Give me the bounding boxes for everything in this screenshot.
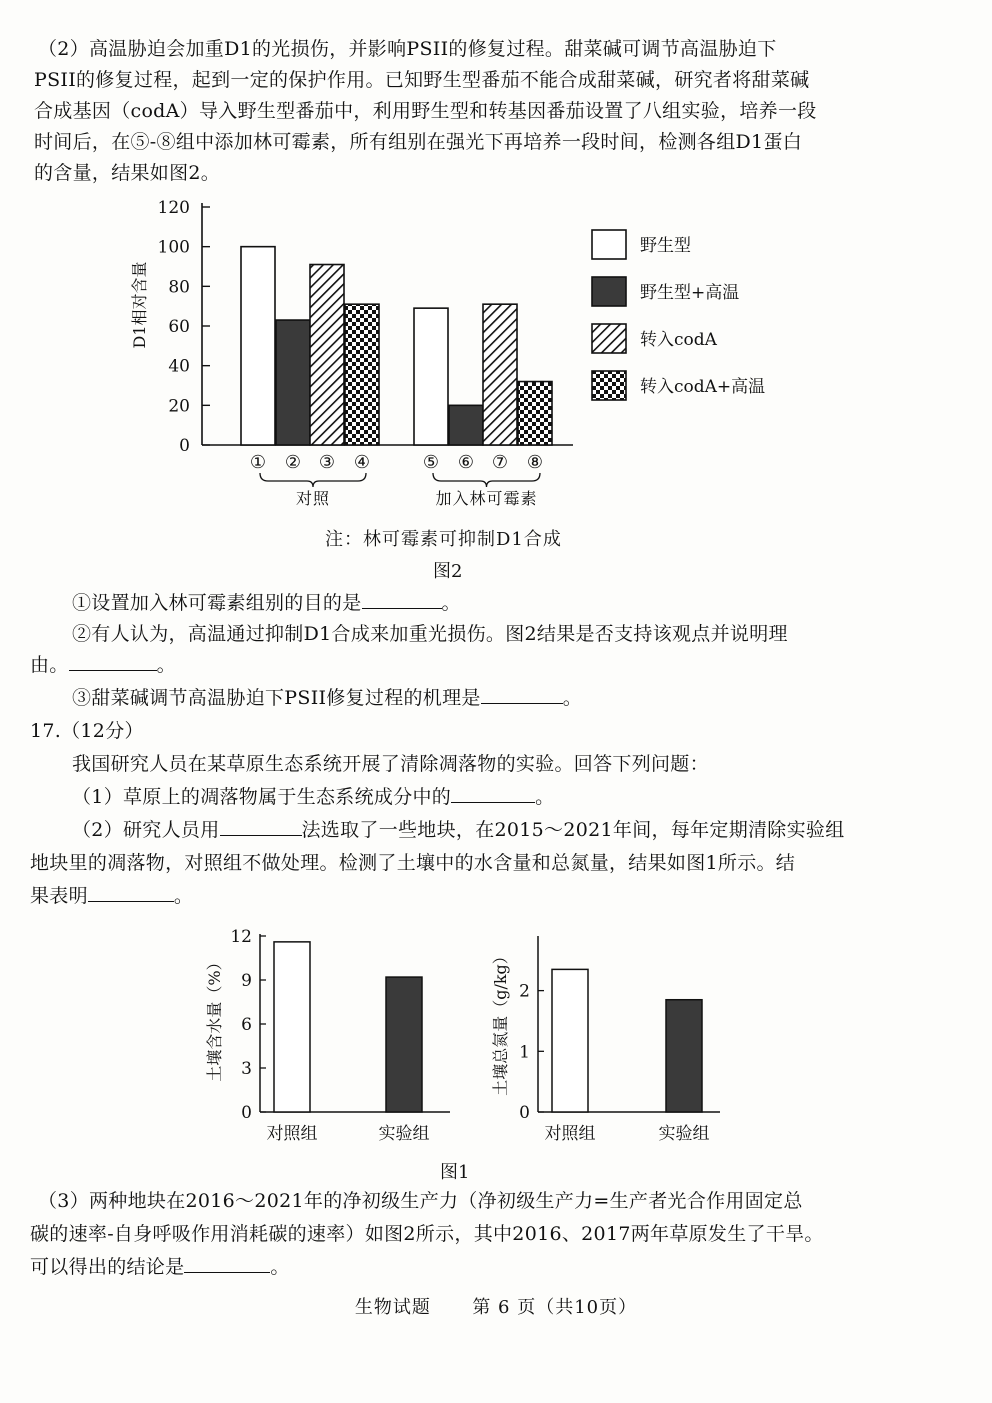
- q16-intro-line-4: 时间后，在⑤-⑧组中添加林可霉素，所有组别在强光下再培养一段时间，检测各组D1蛋白: [34, 131, 803, 153]
- q17-subq-2-line-1: （2）研究人员用 法选取了一些地块，在2015～2021年间，每年定期清除实验组: [72, 815, 845, 846]
- fig2-bar-3: [310, 265, 344, 445]
- fig2-bar-7: [483, 304, 517, 445]
- fig2-legend-swatch: [592, 371, 626, 400]
- q16-intro-line-5: 的含量，结果如图2。: [34, 162, 221, 184]
- fig2-y-tick-label: 40: [168, 356, 190, 377]
- fig1-y-tick-label: 1: [519, 1042, 530, 1063]
- fig2-label: 图2: [433, 561, 463, 582]
- fig1-bar-control: [274, 942, 310, 1112]
- fig2-x-tick-label: ④: [353, 452, 371, 473]
- fig1-x-tick-label: 实验组: [378, 1124, 430, 1144]
- fig1-y-tick-label: 0: [519, 1103, 530, 1123]
- fig2-x-tick-label: ⑤: [422, 452, 440, 473]
- fig2-y-tick-label: 60: [168, 317, 190, 337]
- fig2-x-tick-label: ⑧: [526, 452, 544, 473]
- q17-subq-2-line-3: 果表明 。: [30, 881, 193, 912]
- fig2-bar-6: [449, 405, 483, 445]
- q16-subq-1: ①设置加入林可霉素组别的目的是 。: [72, 588, 461, 619]
- answer-blank[interactable]: [88, 881, 174, 902]
- footer-subject: 生物试题: [354, 1297, 431, 1318]
- fig2-bar-8: [518, 382, 552, 445]
- fig1-y-tick-label: 0: [241, 1103, 252, 1123]
- fig1-y-tick-label: 6: [241, 1015, 252, 1035]
- q16-intro-line-3: 合成基因（codA）导入野生型番茄中，利用野生型和转基因番茄设置了八组实验，培养一段: [34, 100, 817, 122]
- fig2-bar-4: [345, 304, 379, 445]
- answer-blank[interactable]: [69, 650, 157, 671]
- fig2-bar-chart: [100, 190, 820, 520]
- answer-blank[interactable]: [481, 683, 563, 704]
- fig1-bar-experiment: [386, 977, 422, 1112]
- fig2-x-tick-label: ⑦: [491, 452, 509, 473]
- fig2-legend-swatch: [592, 324, 626, 353]
- fig2-group-label-control: 对照: [295, 489, 331, 508]
- q16-subq-3: ③甜菜碱调节高温胁迫下PSII修复过程的机理是 。: [72, 683, 582, 714]
- fig1-y-tick-label: 12: [230, 927, 252, 947]
- q17-subq-2-line-2: 地块里的凋落物，对照组不做处理。检测了土壤中的水含量和总氮量，结果如图1所示。结: [30, 852, 796, 874]
- fig2-y-tick-label: 0: [179, 436, 190, 456]
- q16-subq-2-line-1: ②有人认为，高温通过抑制D1合成来加重光损伤。图2结果是否支持该观点并说明理: [72, 623, 788, 645]
- answer-blank[interactable]: [451, 782, 535, 803]
- fig1-left-y-axis-label: 土壤含水量（%）: [205, 954, 224, 1082]
- fig2-group-brace: [260, 473, 366, 487]
- fig2-bar-1: [241, 247, 275, 445]
- q17-subq-3-line-1: （3）两种地块在2016～2021年的净初级生产力（净初级生产力=生产者光合作用固定总: [38, 1190, 803, 1212]
- fig2-legend-label: 野生型+高温: [640, 283, 740, 303]
- answer-blank[interactable]: [220, 815, 302, 836]
- fig1-total-nitrogen-chart: [488, 918, 738, 1154]
- fig1-x-tick-label: 对照组: [544, 1124, 596, 1144]
- q17-subq-3-line-3: 可以得出的结论是 。: [30, 1252, 290, 1283]
- fig2-y-axis-label: D1相对含量: [130, 261, 149, 349]
- page-footer: [0, 1293, 992, 1319]
- fig1-y-tick-label: 3: [241, 1059, 252, 1079]
- q16-intro-line-1: （2）高温胁迫会加重D1的光损伤，并影响PSII的修复过程。甜菜碱可调节高温胁迫下: [38, 38, 777, 60]
- fig2-note: 注：林可霉素可抑制D1合成: [325, 529, 562, 550]
- fig2-y-tick-label: 120: [157, 198, 190, 218]
- fig1-y-tick-label: 9: [241, 971, 252, 991]
- fig1-bar-control: [552, 969, 588, 1112]
- fig2-legend-label: 野生型: [640, 236, 691, 256]
- answer-blank[interactable]: [184, 1252, 270, 1273]
- q17-intro: 我国研究人员在某草原生态系统开展了清除凋落物的实验。回答下列问题：: [72, 753, 709, 775]
- fig2-legend-swatch: [592, 277, 626, 306]
- fig2-y-tick-label: 20: [168, 396, 190, 417]
- fig2-group-brace: [433, 473, 540, 487]
- fig1-x-tick-label: 对照组: [266, 1124, 318, 1144]
- fig1-bar-experiment: [666, 1000, 702, 1112]
- q16-subq-2-line-2: 由。 。: [30, 650, 176, 681]
- fig2-legend-swatch: [592, 230, 626, 259]
- fig2-y-tick-label: 80: [168, 277, 190, 298]
- fig2-x-tick-label: ②: [284, 452, 302, 473]
- fig2-bar-2: [276, 320, 310, 445]
- q17-subq-3-line-2: 碳的速率-自身呼吸作用消耗碳的速率）如图2所示，其中2016、2017两年草原发生了干旱。: [30, 1223, 824, 1245]
- fig2-legend-label: 转入codA: [640, 330, 717, 350]
- fig2-bar-5: [414, 308, 448, 445]
- fig1-x-tick-label: 实验组: [658, 1124, 710, 1144]
- fig2-x-tick-label: ③: [318, 452, 336, 473]
- q17-title: 17.（12分）: [30, 720, 144, 742]
- q17-subq-1: （1）草原上的凋落物属于生态系统成分中的 。: [72, 782, 554, 813]
- fig2-x-tick-label: ①: [249, 452, 267, 473]
- fig2-y-tick-label: 100: [157, 237, 190, 258]
- footer-page-number: 第 6 页（共10页）: [472, 1297, 638, 1318]
- answer-blank[interactable]: [362, 588, 442, 609]
- q16-intro-line-2: PSII的修复过程，起到一定的保护作用。已知野生型番茄不能合成甜菜碱，研究者将甜菜碱: [34, 69, 810, 91]
- fig2-legend-label: 转入codA+高温: [640, 377, 766, 397]
- fig2-group-label-lincomycin: 加入林可霉素: [435, 489, 538, 508]
- fig2-x-tick-label: ⑥: [457, 452, 475, 473]
- fig1-right-y-axis-label: 土壤总氮量（g/kg）: [491, 948, 510, 1096]
- fig1-water-content-chart: [200, 918, 470, 1154]
- fig1-label: 图1: [440, 1162, 470, 1183]
- fig1-y-tick-label: 2: [519, 981, 530, 1002]
